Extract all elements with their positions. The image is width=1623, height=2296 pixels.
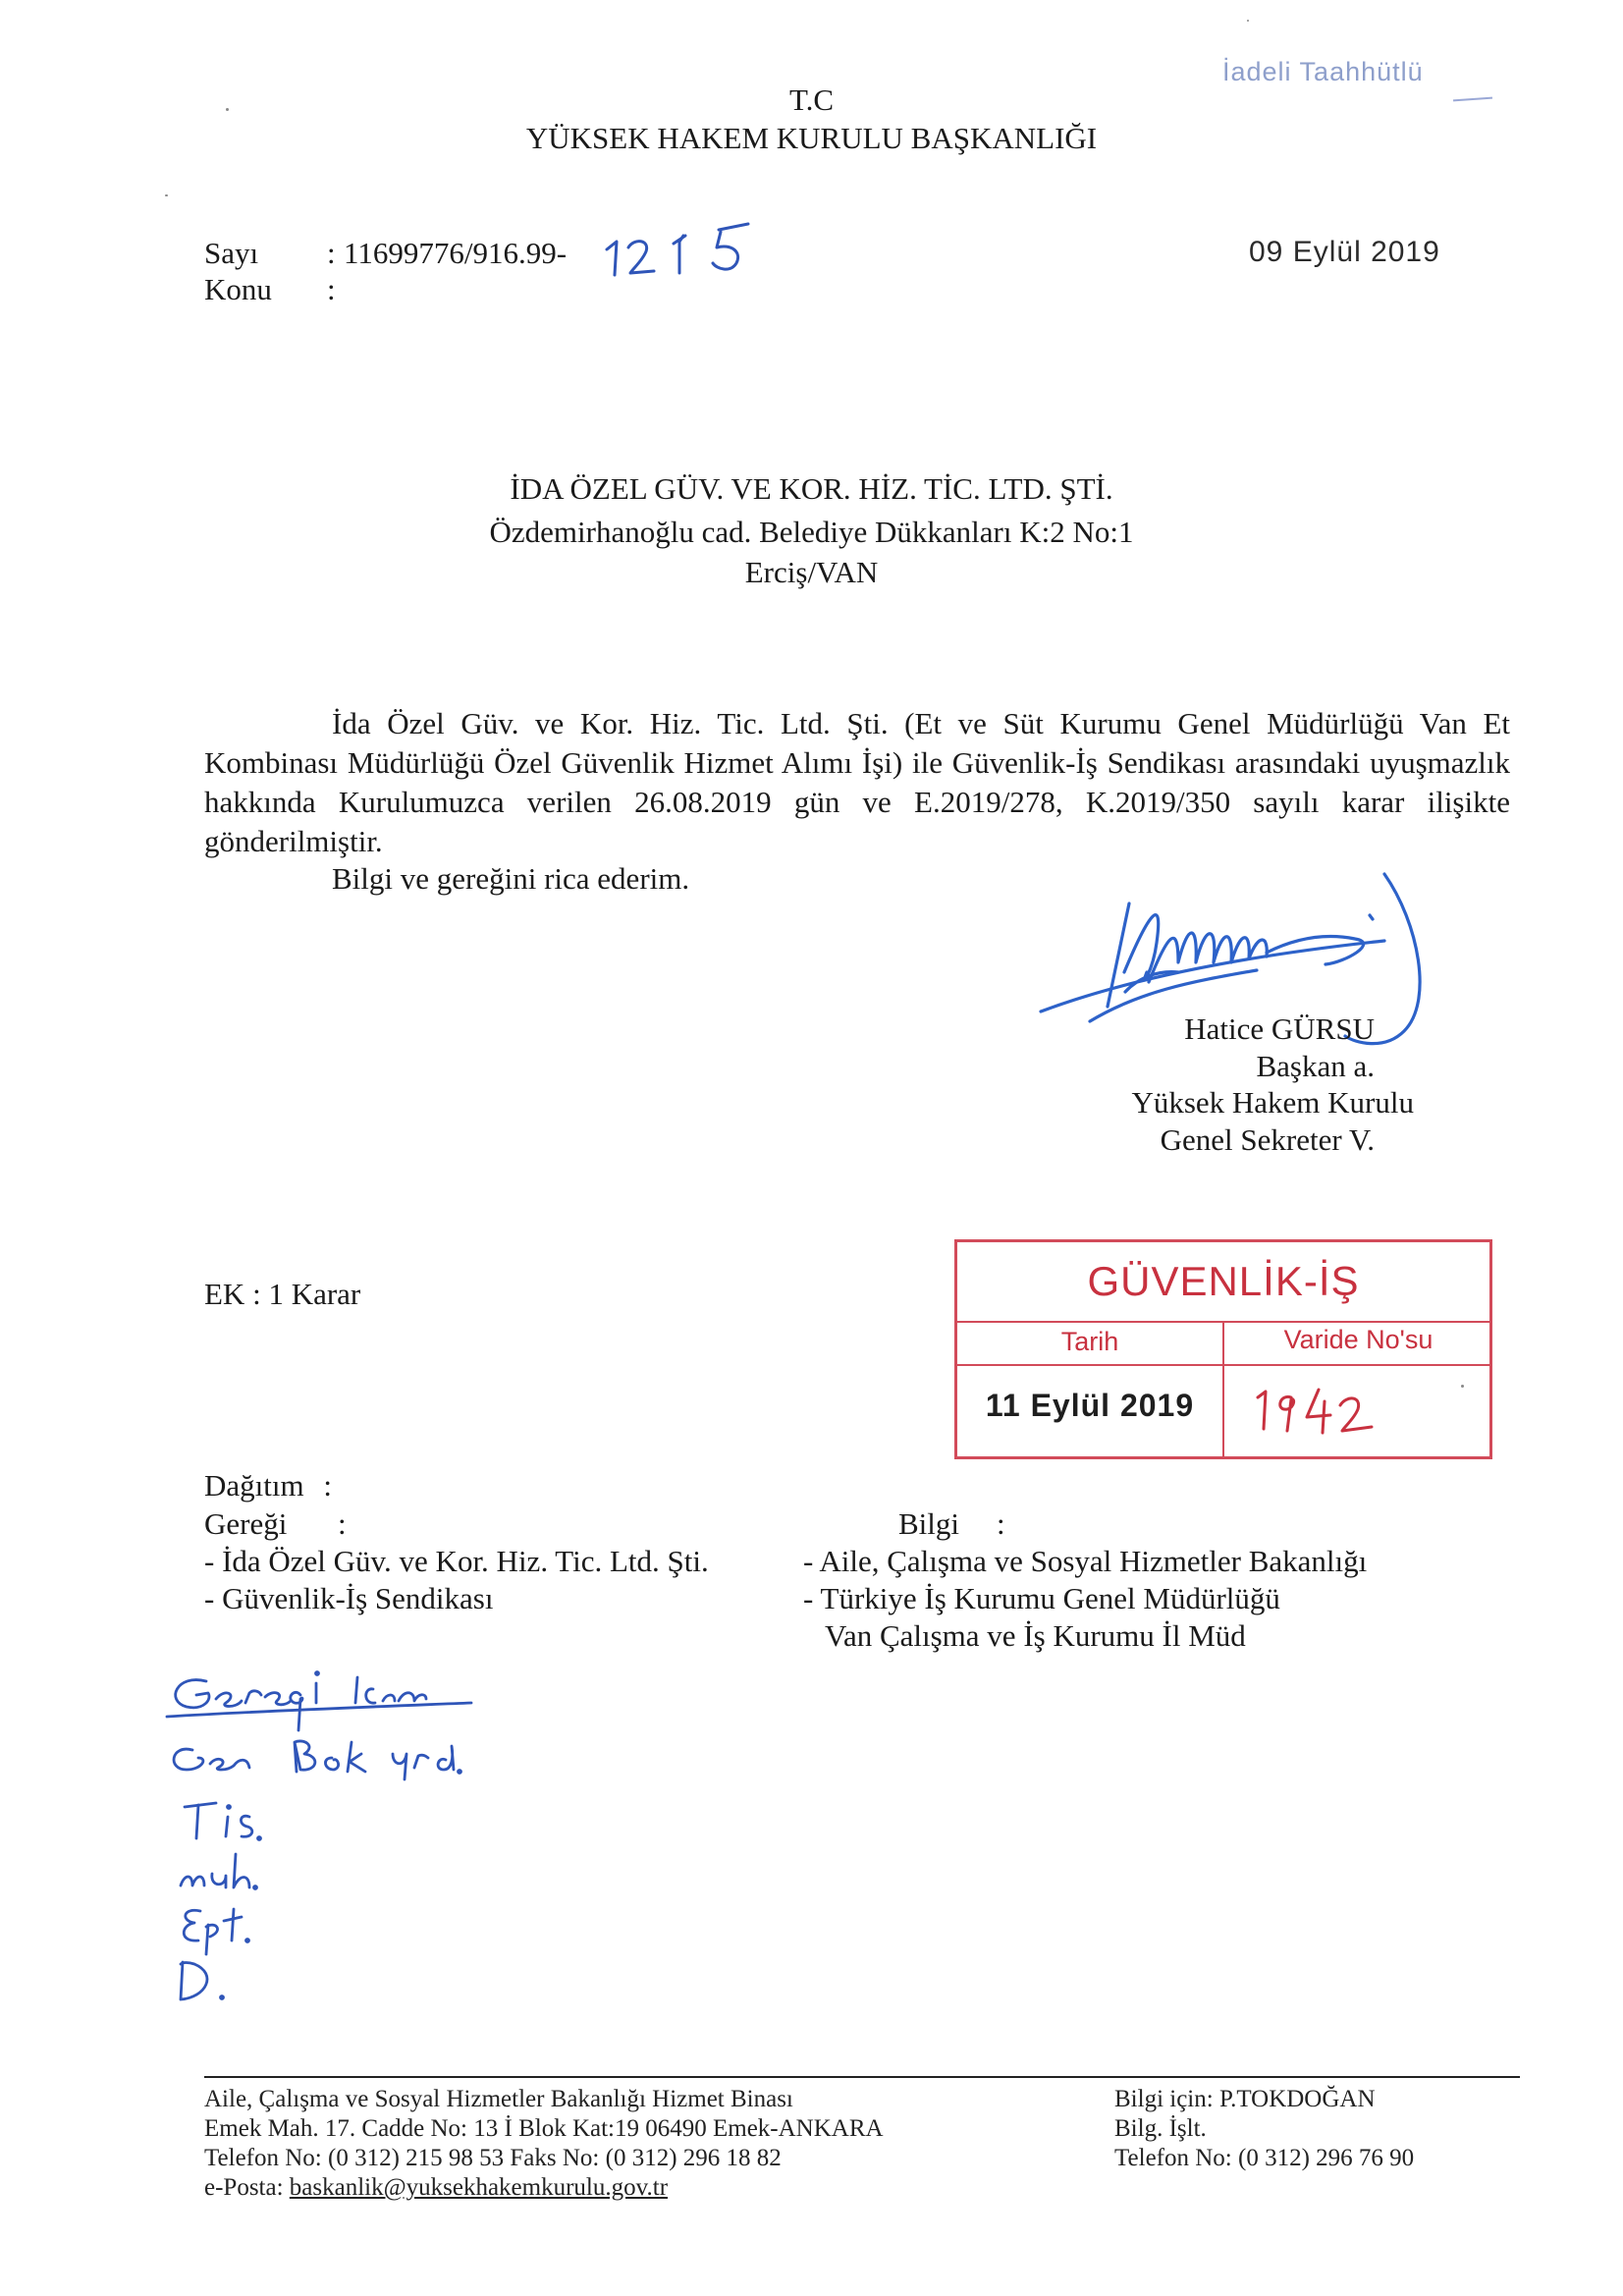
attachment-label: EK (204, 1277, 245, 1311)
geregi-item: - İda Özel Güv. ve Kor. Hiz. Tic. Ltd. Şti. (204, 1544, 709, 1578)
body-line-4: karar ilişikte gönderilmiştir. (204, 785, 1510, 858)
footer-email-line (204, 2173, 668, 2203)
scan-speck (1247, 20, 1249, 22)
header-tc: T.C (788, 82, 835, 117)
geregi-colon: : (338, 1506, 347, 1541)
footer-info-phone: Telefon No: (0 312) 296 76 90 (1114, 2145, 1415, 2171)
bilgi-item: - Aile, Çalışma ve Sosyal Hizmetler Bakanlığı (803, 1544, 1368, 1578)
attachment-value: 1 Karar (268, 1277, 361, 1311)
date-stamp: 09 Eylül 2019 (1249, 236, 1440, 268)
footer-phone-fax: Telefon No: (0 312) 215 98 53 Faks No: (0 312) 296 18 82 (204, 2145, 782, 2171)
scan-speck (1461, 1385, 1464, 1388)
stamp-number-handwritten (1252, 1378, 1380, 1443)
bilgi-colon: : (997, 1506, 1005, 1541)
body-line-2: Kombinası Müdürlüğü Özel Güvenlik Hizmet Alımı İşi) ile Güvenlik-İş Sendikası arasındaki (204, 745, 1371, 780)
bilgi-label: Bilgi (898, 1506, 960, 1541)
footer-address-2: Emek Mah. 17. Cadde No: 13 İ Blok Kat:19 06490 Emek-ANKARA (204, 2115, 884, 2142)
geregi-label: Gereği (204, 1506, 288, 1541)
attachment-colon: : (252, 1277, 261, 1311)
body-line-1: İda Özel Güv. ve Kor. Hiz. Tic. Ltd. Şti. (Et ve Süt Kurumu Genel Müdürlüğü Van Et (332, 706, 1510, 740)
footer-email-link[interactable]: baskanlik@yuksekhakemkurulu.gov.tr (289, 2174, 669, 2201)
body-line-3: uyuşmazlık hakkında Kurulumuzca verilen 26.08.2019 gün ve E.2019/278, K.2019/350 sayılı (204, 745, 1510, 819)
bilgi-item: Van Çalışma ve İş Kurumu İl Müd (825, 1618, 1246, 1653)
letter-closing: Bilgi ve gereğini rica ederim. (332, 861, 690, 896)
stamp-date-header: Tarih (1060, 1327, 1119, 1356)
footer-email-label: e-Posta: (204, 2174, 284, 2201)
distribution-colon: : (323, 1468, 332, 1503)
footer-divider (204, 2076, 1520, 2078)
scan-speck (165, 194, 168, 196)
attachment-line (204, 1275, 360, 1314)
sayi-value: 11699776/916.99- (344, 236, 568, 270)
letter-body-paragraph (204, 704, 1510, 861)
addressee-street: Özdemirhanoğlu cad. Belediye Dükkanları K:2 No:1 (489, 515, 1134, 549)
distribution-label-text: Dağıtım (204, 1468, 304, 1503)
geregi-item: - Güvenlik-İş Sendikası (204, 1581, 494, 1615)
sayi-handwritten-text: 1215 (601, 212, 603, 213)
header-organization: YÜKSEK HAKEM KURULU BAŞKANLIĞI (525, 121, 1098, 155)
sayi-label: Sayı (204, 236, 259, 270)
signatory-title-1: Başkan a. (1256, 1049, 1375, 1083)
stamp-number-header: Varide No'su (1283, 1325, 1434, 1354)
footer-info-title: Bilg. İşlt. (1114, 2115, 1207, 2142)
signatory-name: Hatice GÜRSU (1184, 1011, 1375, 1046)
stamp-date-value: 11 Eylül 2019 (985, 1388, 1195, 1423)
distribution-label (204, 1466, 332, 1505)
addressee-name: İDA ÖZEL GÜV. VE KOR. HİZ. TİC. LTD. ŞTİ. (510, 471, 1113, 506)
addressee-city: Erciş/VAN (744, 555, 879, 589)
handwritten-routing-note (147, 1660, 560, 2013)
konu-label: Konu (204, 272, 272, 306)
letter-body (204, 704, 1510, 861)
sayi-handwritten-number (601, 212, 758, 281)
signatory-title-3: Genel Sekreter V. (1160, 1122, 1375, 1157)
stamp-number-text: 1942 (1252, 1378, 1255, 1379)
postal-mark-stamp: İadeli Taahhütlü (1222, 57, 1424, 86)
scan-speck (226, 108, 229, 111)
sayi-colon: : (327, 236, 336, 270)
footer-info-for: Bilgi için: P.TOKDOĞAN (1114, 2086, 1376, 2112)
signatory-title-2: Yüksek Hakem Kurulu (1131, 1085, 1414, 1120)
received-stamp (954, 1239, 1492, 1459)
stamp-title: GÜVENLİK-İŞ (1087, 1258, 1360, 1304)
bilgi-item: - Türkiye İş Kurumu Genel Müdürlüğü (803, 1581, 1280, 1615)
footer-address-1: Aile, Çalışma ve Sosyal Hizmetler Bakanlığı Hizmet Binası (204, 2086, 793, 2112)
konu-colon: : (327, 272, 336, 306)
